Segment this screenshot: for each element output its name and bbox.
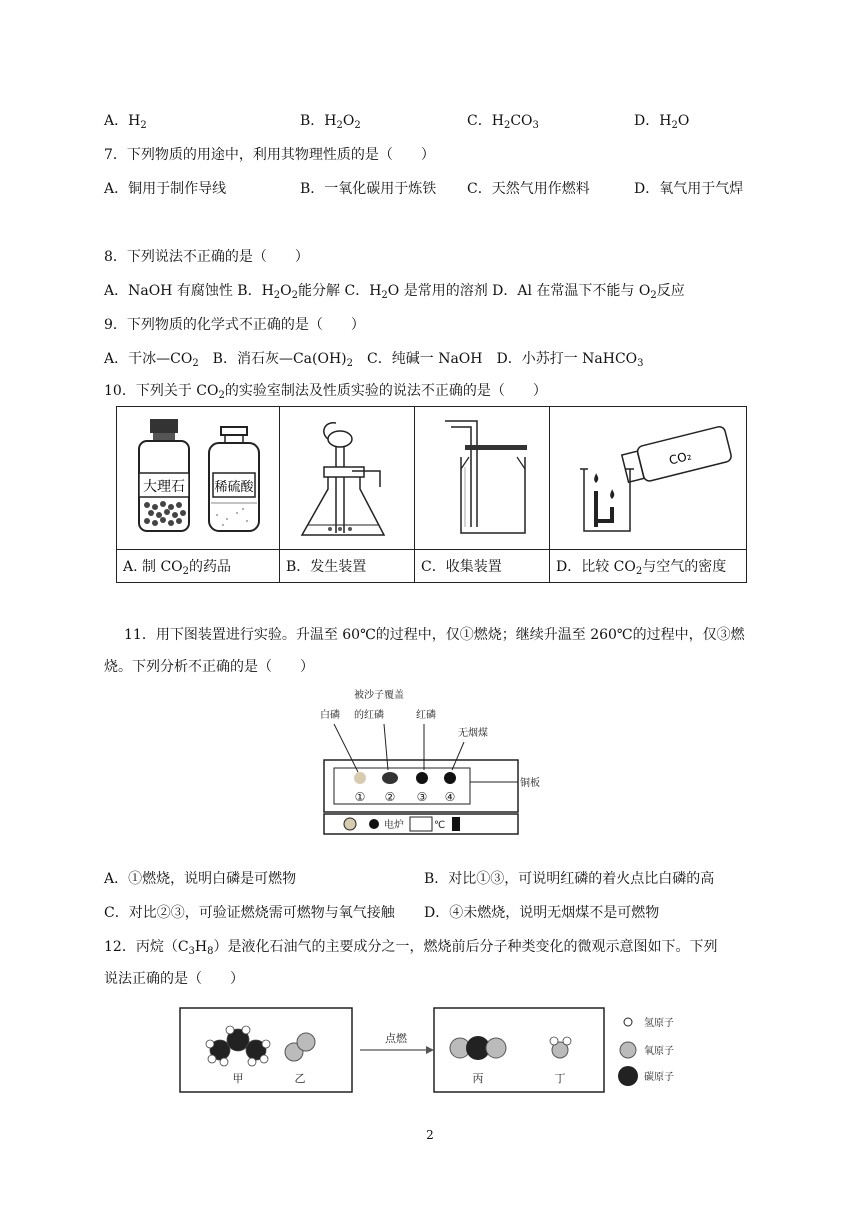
- label-electric-stove: 电炉: [384, 820, 404, 831]
- q11-stem-line2: 烧。下列分析不正确的是（ ）: [104, 659, 314, 675]
- combustion-experiment-figure: [314, 682, 560, 840]
- label-yi: 乙: [294, 1072, 306, 1085]
- q10-caption-a: A. 制 $CO_2$的药品: [117, 550, 280, 583]
- reagent-bottles-figure: [117, 407, 279, 545]
- label-n4: ④: [444, 790, 456, 804]
- label-n2: ②: [384, 790, 396, 804]
- q9-options: A．干冰$—CO_2$ B．消石灰$—Ca(OH)_2$ C．纯碱一 NaOH D．小苏打一 NaHCO$_3$: [104, 351, 644, 369]
- page-number: 2: [426, 1128, 434, 1142]
- q6-option-b: B．$H_2O_2$: [300, 113, 361, 131]
- collection-apparatus-figure: [415, 407, 549, 545]
- label-n3: ③: [416, 790, 428, 804]
- propane-combustion-diagram: [178, 1004, 684, 1096]
- label-bing: 丙: [472, 1072, 484, 1085]
- q7-option-d: D．氧气用于气焊: [634, 181, 744, 197]
- label-celsius: ℃: [434, 820, 446, 831]
- label-co2: CO₂: [667, 448, 693, 468]
- q7-option-b: B．一氧化碳用于炼铁: [300, 181, 437, 197]
- q11-stem-line1: 11．用下图装置进行实验。升温至 60℃的过程中，仅①燃烧；继续升温至 260℃的过程中，仅③燃: [124, 627, 745, 643]
- q11-option-b: B．对比①③，可说明红磷的着火点比白磷的高: [424, 871, 715, 887]
- legend-oxygen: 氧原子: [644, 1046, 674, 1057]
- label-white-phosphorus: 白磷: [320, 710, 340, 721]
- label-jia: 甲: [232, 1072, 244, 1085]
- label-red-phosphorus: 红磷: [416, 710, 436, 721]
- generation-apparatus-figure: [280, 407, 414, 545]
- q11-option-c: C．对比②③，可验证燃烧需可燃物与氧气接触: [104, 905, 395, 921]
- q8-stem: 8．下列说法不正确的是（ ）: [104, 249, 309, 265]
- legend-hydrogen: 氢原子: [644, 1018, 674, 1029]
- q7-stem: 7．下列物质的用途中，利用其物理性质的是（ ）: [104, 147, 435, 163]
- q10-figure-c: [415, 407, 550, 550]
- q6-option-d: D．$H_2O$: [634, 113, 690, 131]
- q10-table: [116, 406, 747, 583]
- label-marble: 大理石: [143, 479, 185, 495]
- label-acid: 稀硫酸: [214, 480, 254, 495]
- label-n1: ①: [354, 790, 366, 804]
- q10-caption-c: C．收集装置: [415, 550, 550, 583]
- density-comparison-figure: [550, 407, 746, 545]
- label-sand-line1: 被沙子覆盖: [354, 690, 404, 701]
- q10-figure-b: [280, 407, 415, 550]
- q7-option-c: C．天然气用作燃料: [467, 181, 590, 197]
- q7-option-a: A．铜用于制作导线: [104, 181, 227, 197]
- q6-option-a: A．$H_2$: [104, 113, 147, 131]
- q12-stem-line2: 说法正确的是（ ）: [104, 971, 244, 987]
- label-ding: 丁: [554, 1072, 566, 1085]
- label-ignite: 点燃: [385, 1032, 407, 1045]
- q10-figure-a: [117, 407, 280, 550]
- label-anthracite: 无烟煤: [458, 728, 488, 739]
- legend-carbon: 碳原子: [644, 1072, 674, 1083]
- q10-caption-d: D．比较 $CO_2$与空气的密度: [550, 550, 747, 583]
- q10-caption-b: B．发生装置: [280, 550, 415, 583]
- q10-figure-d: [550, 407, 747, 550]
- q9-stem: 9．下列物质的化学式不正确的是（ ）: [104, 317, 365, 333]
- q8-options: A．NaOH 有腐蚀性 B．$H_2O_2$能分解 C．$H_2O$ 是常用的溶剂 D．Al 在常温下不能与 $O_2$反应: [104, 283, 685, 301]
- q6-option-c: C．$H_2CO_3$: [467, 113, 539, 131]
- q11-option-d: D．④未燃烧，说明无烟煤不是可燃物: [424, 905, 660, 921]
- label-copper-plate: 铜板: [520, 778, 540, 789]
- q12-stem-line1: 12．丙烷$(C_3H_8)$是液化石油气的主要成分之一，燃烧前后分子种类变化的微观示意图如下。下列: [104, 939, 718, 957]
- label-sand-line2: 的红磷: [354, 710, 384, 721]
- q11-option-a: A．①燃烧，说明白磷是可燃物: [104, 871, 297, 887]
- q10-stem: 10．下列关于 $CO_2$的实验室制法及性质实验的说法不正确的是（ ）: [104, 383, 547, 401]
